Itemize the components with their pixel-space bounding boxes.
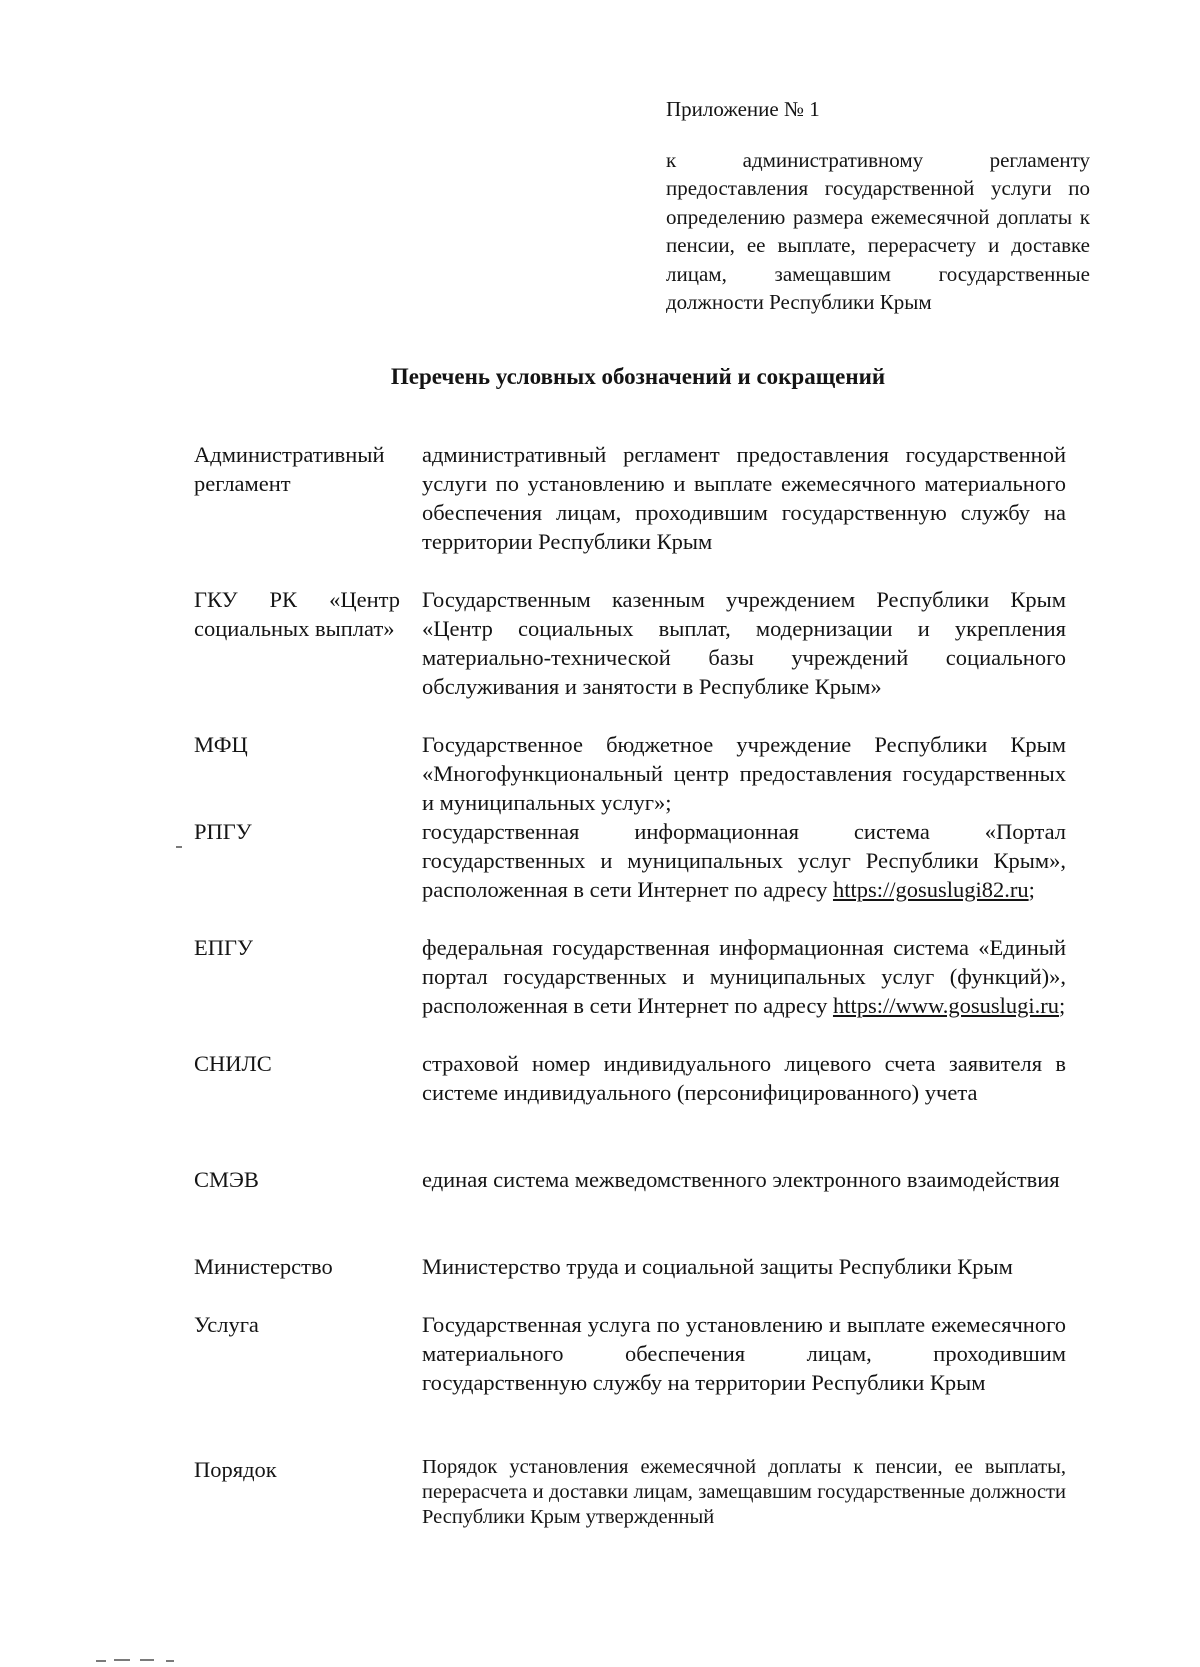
abbreviation-definition: Государственное бюджетное учреждение Республики Крым «Многофункциональный центр предоставления государственных и муниципальных услуг»; bbox=[422, 732, 1066, 815]
definition-text: государственная информационная система «Портал государственных и муниципальных услуг Республики Крым», расположенная в сети Интернет по адресу bbox=[422, 819, 1066, 902]
document-title: Перечень условных обозначений и сокращений bbox=[390, 364, 886, 389]
scan-artifact bbox=[96, 1660, 106, 1662]
abbreviation-definition: Государственным казенным учреждением Республики Крым «Центр социальных выплат, модернизации и укрепления материально-технической базы учреждений социального обслуживания и занятости в Республике Крым» bbox=[422, 587, 1066, 699]
abbreviation-term: СМЭВ bbox=[194, 1167, 259, 1192]
appendix-label: Приложение № 1 bbox=[666, 97, 820, 121]
appendix-subtitle: к административному регламенту предоставления государственной услуги по определению размера ежемесячной доплаты к пенсии, ее выплате, перерасчету и доставке лицам, замещавшим государственные должности Республики Крым bbox=[666, 148, 1090, 315]
scan-artifact bbox=[176, 846, 182, 848]
abbreviation-term: ЕПГУ bbox=[194, 935, 253, 960]
abbreviation-definition: единая система межведомственного электронного взаимодействия bbox=[422, 1167, 1060, 1192]
portal-link[interactable]: https://www.gosuslugi.ru bbox=[832, 993, 1060, 1018]
definition-suffix: ; bbox=[1059, 993, 1066, 1018]
definition-text: федеральная государственная информационная система «Единый портал государственных и муниципальных услуг (функций)», расположенная в сети Интернет по адресу bbox=[422, 935, 1066, 1018]
abbreviation-definition: страховой номер индивидуального лицевого счета заявителя в системе индивидуального (персонифицированного) учета bbox=[422, 1051, 1066, 1105]
abbreviation-definition bbox=[422, 933, 1066, 1020]
abbreviation-term: МФЦ bbox=[194, 732, 248, 757]
abbreviation-definition: Министерство труда и социальной защиты Республики Крым bbox=[422, 1254, 1013, 1279]
definition-suffix: ; bbox=[1028, 877, 1035, 902]
abbreviation-definition: Порядок установления ежемесячной доплаты к пенсии, ее выплаты, перерасчета и доставки лицам, замещавшим государственные должности Республики Крым утвержденный bbox=[422, 1456, 1066, 1528]
scan-artifact bbox=[140, 1659, 154, 1661]
abbreviation-definition: административный регламент предоставления государственной услуги по установлению и выплате ежемесячного материального обеспечения лицам, проходившим государственную службу на территории Республики Крым bbox=[422, 442, 1066, 554]
abbreviation-definition bbox=[422, 817, 1066, 904]
abbreviation-definition: Государственная услуга по установлению и выплате ежемесячного материального обеспечения лицам, проходившим государственную службу на территории Республики Крым bbox=[422, 1312, 1066, 1395]
abbreviation-term: ГКУ РК «Центр социальных выплат» bbox=[194, 587, 400, 641]
abbreviation-term: Порядок bbox=[194, 1457, 277, 1482]
scan-artifact bbox=[166, 1660, 174, 1662]
abbreviation-term: Министерство bbox=[194, 1254, 333, 1279]
abbreviation-term: СНИЛС bbox=[194, 1051, 272, 1076]
scan-artifact bbox=[114, 1659, 130, 1661]
abbreviation-term: РПГУ bbox=[194, 819, 252, 844]
abbreviation-term: Административный регламент bbox=[194, 442, 385, 496]
abbreviation-term: Услуга bbox=[194, 1312, 259, 1337]
portal-link[interactable]: https://gosuslugi82.ru bbox=[832, 877, 1029, 902]
